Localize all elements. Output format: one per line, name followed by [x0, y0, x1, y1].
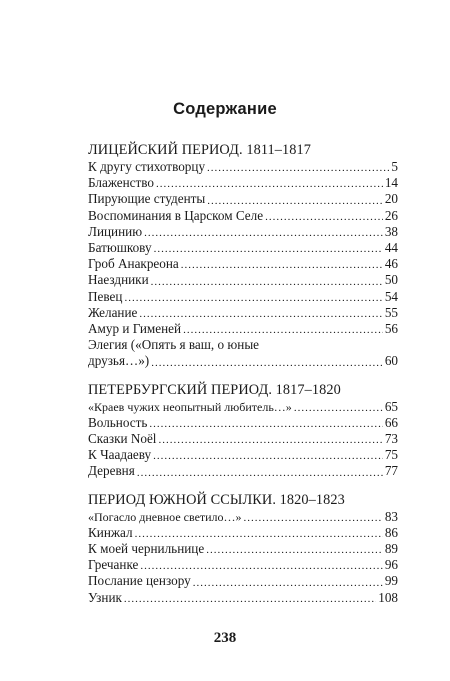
toc-entry	[88, 415, 398, 431]
dot-leader	[149, 417, 382, 431]
entry-page: 86	[384, 524, 398, 540]
page-number: 238	[213, 630, 237, 646]
entry-title: К Чаадаеву	[88, 447, 152, 463]
entry-page: 108	[378, 589, 398, 605]
dot-leader	[183, 323, 383, 337]
entry-page: 50	[384, 272, 398, 288]
entry-title: «Погасло дневное светило…»	[88, 509, 242, 524]
dot-leader	[244, 511, 383, 525]
dot-leader	[124, 291, 382, 305]
entry-title: Пирующие студенты	[88, 191, 206, 207]
entry-title: Воспоминания в Царском Селе	[88, 207, 264, 223]
dot-leader	[181, 258, 383, 272]
entry-title: Вольность	[88, 414, 148, 430]
toc-section	[88, 491, 398, 606]
dot-leader	[158, 433, 382, 447]
dot-leader	[153, 449, 383, 463]
entry-page: 55	[384, 304, 398, 320]
toc-entry	[88, 208, 398, 224]
dot-leader	[207, 161, 389, 175]
entry-title: Батюшкову	[88, 240, 152, 256]
entry-page: 44	[384, 240, 398, 256]
entry-page: 20	[384, 191, 398, 207]
toc-entry	[88, 509, 398, 525]
entry-title-line1: Элегия («Опять я ваш, о юные	[88, 337, 260, 353]
dot-leader	[294, 401, 383, 415]
dot-leader	[139, 307, 382, 321]
toc-entry	[88, 289, 398, 305]
entry-page: 83	[384, 508, 398, 524]
toc-entry	[88, 272, 398, 288]
dot-leader	[206, 543, 383, 557]
entry-page: 66	[384, 414, 398, 430]
entry-title: Узник	[88, 589, 122, 605]
toc-section	[88, 141, 398, 370]
entry-title: Послание цензору	[88, 573, 191, 589]
entry-page: 54	[384, 288, 398, 304]
dot-leader	[156, 177, 383, 191]
toc-entry	[88, 240, 398, 256]
toc-entry	[88, 159, 398, 175]
entry-page: 99	[384, 573, 398, 589]
toc-entry	[88, 305, 398, 321]
toc-entry	[88, 256, 398, 272]
dot-leader	[193, 576, 383, 590]
entry-title: Сказки Noёl	[88, 431, 157, 447]
entry-page: 75	[384, 447, 398, 463]
toc-entry	[88, 590, 398, 606]
toc-entry	[88, 431, 398, 447]
toc-entry	[88, 463, 398, 479]
entry-page: 14	[384, 175, 398, 191]
toc-entry	[88, 447, 398, 463]
section-heading: ПЕТЕРБУРГСКИЙ ПЕРИОД. 1817–1820	[88, 381, 341, 398]
entry-title: Певец	[88, 288, 123, 304]
entry-title: Деревня	[88, 463, 135, 479]
section-heading: ЛИЦЕЙСКИЙ ПЕРИОД. 1811–1817	[88, 142, 312, 158]
entry-title: Гроб Анакреона	[88, 256, 179, 272]
toc-entry	[88, 573, 398, 589]
toc-entry	[88, 557, 398, 573]
entry-title: Наездники	[88, 272, 149, 288]
entry-page: 96	[384, 557, 398, 573]
dot-leader	[207, 194, 383, 208]
dot-leader	[137, 466, 383, 480]
entry-page: 77	[384, 463, 398, 479]
toc-entry-multiline	[88, 337, 398, 369]
dot-leader	[124, 592, 376, 606]
dot-leader	[144, 226, 383, 240]
dot-leader	[140, 559, 382, 573]
toc-entry	[88, 175, 398, 191]
entry-title: Лицинию	[88, 223, 143, 239]
entry-page: 26	[384, 207, 398, 223]
toc-entry	[88, 224, 398, 240]
entry-title: Амур и Гименей	[88, 321, 182, 337]
entry-title: Желание	[88, 304, 138, 320]
entry-page: 56	[384, 321, 398, 337]
toc-entry	[88, 399, 398, 415]
entry-title-line2: друзья…»)	[88, 353, 150, 369]
entry-page: 65	[384, 398, 398, 414]
entry-title: К другу стихотворцу	[88, 159, 206, 174]
entry-page: 46	[384, 256, 398, 272]
toc-entry	[88, 525, 398, 541]
dot-leader	[151, 356, 383, 370]
dot-leader	[151, 275, 383, 289]
toc-entry	[88, 541, 398, 557]
entry-title: Блаженство	[88, 175, 155, 191]
toc-entry	[88, 191, 398, 207]
entry-title: «Краев чужих неопытный любитель…»	[88, 399, 292, 414]
entry-page: 38	[384, 223, 398, 239]
entry-page: 5	[391, 159, 398, 174]
entry-page: 60	[384, 353, 398, 369]
toc-section	[88, 381, 398, 480]
dot-leader	[265, 210, 383, 224]
entry-title: К моей чернильнице	[88, 541, 205, 557]
entry-page: 89	[384, 541, 398, 557]
entry-title: Гречанке	[88, 557, 139, 573]
section-heading: ПЕРИОД ЮЖНОЙ ССЫЛКИ. 1820–1823	[88, 491, 345, 508]
dot-leader	[135, 527, 383, 541]
dot-leader	[154, 242, 383, 256]
table-of-contents	[88, 141, 398, 617]
toc-entry-continuation	[88, 353, 398, 369]
entry-title: Кинжал	[88, 524, 133, 540]
page-title: Содержание	[173, 100, 277, 118]
toc-entry	[88, 321, 398, 337]
entry-page: 73	[384, 431, 398, 447]
